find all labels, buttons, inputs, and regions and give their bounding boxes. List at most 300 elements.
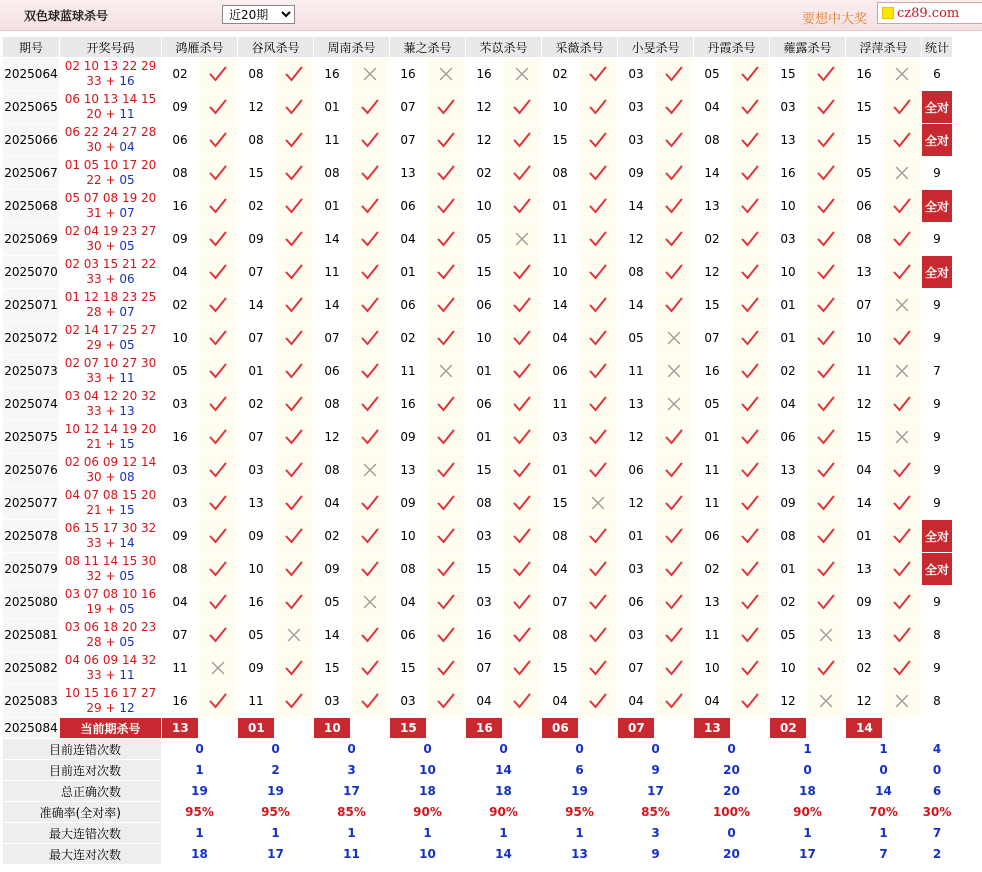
kill-number: 15 (856, 133, 872, 147)
summary-label: 总正确次数 (3, 781, 161, 801)
check-icon (361, 330, 379, 346)
kill-correct (579, 520, 617, 552)
check-icon (361, 561, 379, 577)
kill-number: 09 (248, 529, 264, 543)
kill-number: 03 (628, 133, 644, 147)
kill-number: 15 (552, 661, 568, 675)
col-issue: 期号 (3, 37, 59, 57)
check-icon (361, 627, 379, 643)
current-kill-number: 14 (846, 718, 882, 738)
check-icon (665, 594, 683, 610)
check-icon (741, 528, 759, 544)
kill-number: 10 (704, 661, 720, 675)
kill-correct (199, 190, 237, 222)
check-icon (285, 165, 303, 181)
draw-row (3, 157, 952, 189)
kill-number: 03 (628, 628, 644, 642)
red-balls-line2 (60, 173, 161, 188)
kill-number: 13 (780, 463, 796, 477)
summary-value: 1 (499, 826, 508, 840)
draw-row (3, 586, 952, 618)
red-ball-last: 31 (86, 206, 102, 220)
kill-number: 12 (628, 430, 644, 444)
logo-square-icon (882, 7, 894, 19)
kill-correct (503, 586, 541, 618)
kill-correct (883, 487, 921, 519)
kill-number: 06 (704, 529, 720, 543)
stat-all-correct-badge: 全对 (922, 553, 952, 585)
red-balls-line2 (60, 107, 161, 122)
kill-number: 09 (628, 166, 644, 180)
check-icon (437, 297, 455, 313)
period-select[interactable] (222, 5, 295, 24)
kill-correct (503, 190, 541, 222)
red-balls-line2 (60, 536, 161, 551)
kill-wrong (883, 421, 921, 453)
check-icon (741, 594, 759, 610)
kill-correct (351, 355, 389, 387)
summary-rows (3, 739, 952, 864)
summary-value: 13 (571, 847, 588, 861)
kill-number: 04 (704, 100, 720, 114)
kill-correct (883, 520, 921, 552)
check-icon (817, 495, 835, 511)
kill-number: 08 (324, 166, 340, 180)
summary-value: 1 (195, 826, 204, 840)
blue-ball: 13 (119, 404, 135, 418)
kill-number: 14 (628, 199, 644, 213)
winning-numbers-cell (60, 91, 161, 123)
check-icon (361, 660, 379, 676)
summary-value: 1 (879, 826, 888, 840)
kill-number: 07 (552, 595, 568, 609)
kill-number: 02 (856, 661, 872, 675)
kill-correct (503, 520, 541, 552)
kill-number: 06 (400, 628, 416, 642)
check-icon (361, 528, 379, 544)
check-icon (209, 231, 227, 247)
kill-number: 01 (704, 430, 720, 444)
current-kill-number: 07 (618, 718, 654, 738)
kill-correct (579, 124, 617, 156)
check-icon (817, 660, 835, 676)
check-icon (437, 99, 455, 115)
kill-correct (199, 256, 237, 288)
red-balls-line1: 02 10 13 22 29 (64, 59, 157, 73)
plus-sign: + (101, 107, 120, 121)
winning-numbers-cell (60, 223, 161, 255)
red-balls-line1: 06 22 24 27 28 (64, 125, 157, 139)
plus-sign: + (101, 701, 120, 715)
cross-icon (361, 594, 379, 610)
plus-sign: + (101, 338, 120, 352)
kill-correct (427, 388, 465, 420)
kill-correct (655, 454, 693, 486)
check-icon (817, 363, 835, 379)
blue-ball: 12 (119, 701, 135, 715)
plus-sign: + (101, 305, 120, 319)
check-icon (665, 660, 683, 676)
check-icon (893, 198, 911, 214)
kill-correct (199, 553, 237, 585)
check-icon (513, 495, 531, 511)
kill-correct (883, 388, 921, 420)
check-icon (285, 99, 303, 115)
kill-number: 04 (704, 694, 720, 708)
kill-correct (275, 322, 313, 354)
red-ball-last: 33 (86, 404, 102, 418)
kill-number: 14 (324, 232, 340, 246)
draw-row (3, 388, 952, 420)
kill-number: 03 (476, 529, 492, 543)
kill-correct (503, 256, 541, 288)
kill-number: 11 (856, 364, 872, 378)
stat-count: 9 (933, 496, 941, 510)
stat-all-correct-badge: 全对 (922, 190, 952, 222)
plus-sign: + (101, 272, 120, 286)
red-balls-line2 (60, 602, 161, 617)
kill-number: 12 (780, 694, 796, 708)
kill-number: 10 (552, 100, 568, 114)
check-icon (817, 231, 835, 247)
kill-correct (807, 58, 845, 90)
current-kill-number: 15 (390, 718, 426, 738)
kill-correct (427, 685, 465, 717)
plus-sign: + (101, 668, 120, 682)
kill-number: 16 (172, 199, 188, 213)
cross-icon (893, 297, 911, 313)
check-icon (361, 198, 379, 214)
kill-number: 06 (476, 298, 492, 312)
kill-correct (351, 124, 389, 156)
kill-number: 10 (476, 331, 492, 345)
draw-row (3, 553, 952, 585)
check-icon (361, 495, 379, 511)
cross-icon (893, 66, 911, 82)
stat-count: 9 (933, 397, 941, 411)
kill-number: 13 (248, 496, 264, 510)
kill-correct (731, 58, 769, 90)
kill-wrong (655, 355, 693, 387)
kill-correct (351, 190, 389, 222)
kill-correct (199, 58, 237, 90)
check-icon (589, 528, 607, 544)
kill-correct (731, 685, 769, 717)
red-ball-last: 22 (86, 173, 102, 187)
site-logo[interactable] (877, 2, 982, 24)
plus-sign: + (101, 239, 120, 253)
kill-number: 15 (476, 562, 492, 576)
draw-row (3, 619, 952, 651)
kill-number: 01 (552, 463, 568, 477)
kill-number: 13 (400, 166, 416, 180)
col-killer-9: 浮萍杀号 (846, 37, 921, 57)
kill-number: 16 (704, 364, 720, 378)
kill-number: 16 (172, 430, 188, 444)
summary-value: 1 (347, 826, 356, 840)
kill-number: 01 (324, 199, 340, 213)
kill-correct (503, 322, 541, 354)
draw-rows (3, 58, 952, 717)
kill-correct (579, 190, 617, 222)
check-icon (589, 594, 607, 610)
check-icon (209, 429, 227, 445)
cross-icon (513, 231, 531, 247)
kill-number: 12 (856, 397, 872, 411)
kill-number: 13 (856, 562, 872, 576)
kill-correct (807, 421, 845, 453)
check-icon (665, 231, 683, 247)
current-kill-number: 10 (314, 718, 350, 738)
check-icon (589, 396, 607, 412)
kill-number: 07 (476, 661, 492, 675)
plus-sign: + (101, 206, 120, 220)
kill-number: 15 (476, 265, 492, 279)
check-icon (741, 396, 759, 412)
red-balls-line2 (60, 668, 161, 683)
red-balls-line2 (60, 404, 161, 419)
draw-row (3, 124, 952, 156)
stat-count: 9 (933, 232, 941, 246)
kill-correct (275, 58, 313, 90)
summary-row (3, 781, 952, 801)
kill-correct (199, 520, 237, 552)
kill-number: 05 (856, 166, 872, 180)
kill-number: 16 (476, 67, 492, 81)
check-icon (741, 165, 759, 181)
kill-number: 04 (856, 463, 872, 477)
kill-number: 06 (780, 430, 796, 444)
kill-number: 11 (628, 364, 644, 378)
kill-correct (199, 454, 237, 486)
kill-correct (351, 652, 389, 684)
kill-correct (275, 586, 313, 618)
check-icon (437, 198, 455, 214)
kill-number: 04 (780, 397, 796, 411)
cross-icon (209, 660, 227, 676)
red-balls-line2 (60, 206, 161, 221)
kill-correct (427, 652, 465, 684)
kill-number: 08 (172, 166, 188, 180)
kill-correct (275, 91, 313, 123)
kill-correct (275, 421, 313, 453)
cross-icon (893, 363, 911, 379)
kill-wrong (655, 388, 693, 420)
kill-correct (275, 487, 313, 519)
check-icon (665, 165, 683, 181)
summary-value: 1 (195, 763, 204, 777)
check-icon (513, 660, 531, 676)
red-ball-last: 28 (86, 635, 102, 649)
kill-correct (655, 256, 693, 288)
kill-number: 08 (780, 529, 796, 543)
kill-correct (731, 223, 769, 255)
kill-correct (275, 223, 313, 255)
plus-sign: + (101, 569, 120, 583)
kill-wrong (883, 58, 921, 90)
blue-ball: 05 (119, 173, 135, 187)
kill-correct (427, 322, 465, 354)
kill-number: 05 (704, 67, 720, 81)
kill-number: 02 (780, 364, 796, 378)
check-icon (285, 660, 303, 676)
kill-number: 16 (780, 166, 796, 180)
summary-row (3, 823, 952, 843)
cross-icon (285, 627, 303, 643)
kill-correct (503, 91, 541, 123)
kill-number: 01 (248, 364, 264, 378)
check-icon (589, 363, 607, 379)
kill-number: 03 (628, 67, 644, 81)
red-balls-line1: 10 12 14 19 20 (64, 422, 157, 436)
blue-ball: 14 (119, 536, 135, 550)
kill-number: 10 (172, 331, 188, 345)
current-stat-blank (922, 718, 952, 738)
check-icon (285, 297, 303, 313)
kill-correct (807, 586, 845, 618)
kill-correct (655, 586, 693, 618)
kill-correct (427, 223, 465, 255)
check-icon (589, 231, 607, 247)
red-ball-last: 33 (86, 371, 102, 385)
kill-number: 01 (780, 562, 796, 576)
check-icon (589, 627, 607, 643)
kill-wrong (883, 685, 921, 717)
issue-cell: 2025066 (3, 124, 59, 156)
check-icon (589, 132, 607, 148)
red-balls-line1: 06 10 13 14 15 (64, 92, 157, 106)
check-icon (665, 297, 683, 313)
winning-numbers-cell (60, 652, 161, 684)
kill-number: 04 (400, 232, 416, 246)
red-ball-last: 33 (86, 272, 102, 286)
kill-correct (199, 322, 237, 354)
winning-numbers-cell (60, 619, 161, 651)
kill-number: 03 (248, 463, 264, 477)
kill-correct (427, 586, 465, 618)
red-balls-line1: 08 11 14 15 30 (64, 554, 157, 568)
blue-ball: 16 (119, 74, 135, 88)
slogan-text: 要想中大奖 (802, 12, 868, 27)
red-balls-line1: 02 07 10 27 30 (64, 356, 157, 370)
red-balls-line1: 02 03 15 21 22 (64, 257, 157, 271)
stat-count: 9 (933, 298, 941, 312)
kill-wrong (655, 322, 693, 354)
current-kill-spacer (427, 718, 465, 738)
check-icon (893, 561, 911, 577)
winning-numbers-cell (60, 190, 161, 222)
check-icon (437, 429, 455, 445)
check-icon (513, 264, 531, 280)
red-balls-line2 (60, 305, 161, 320)
summary-value: 7 (879, 847, 888, 861)
summary-label: 最大连错次数 (3, 823, 161, 843)
check-icon (817, 198, 835, 214)
issue-cell: 2025075 (3, 421, 59, 453)
draw-row (3, 652, 952, 684)
current-kill-spacer (199, 718, 237, 738)
blue-ball: 05 (119, 635, 135, 649)
check-icon (665, 198, 683, 214)
kill-number: 01 (552, 199, 568, 213)
kill-correct (351, 421, 389, 453)
kill-number: 10 (856, 331, 872, 345)
check-icon (893, 132, 911, 148)
kill-wrong (883, 289, 921, 321)
kill-number: 03 (780, 100, 796, 114)
page-title: 双色球蓝球杀号 (24, 9, 109, 23)
kill-correct (731, 454, 769, 486)
kill-number: 15 (324, 661, 340, 675)
winning-numbers-cell (60, 586, 161, 618)
check-icon (285, 429, 303, 445)
check-icon (665, 693, 683, 709)
kill-number: 12 (476, 100, 492, 114)
plus-sign: + (101, 602, 120, 616)
summary-value: 6 (575, 763, 584, 777)
summary-value: 0 (932, 763, 942, 777)
summary-value: 9 (651, 763, 660, 777)
cross-icon (361, 66, 379, 82)
check-icon (589, 330, 607, 346)
red-ball-last: 30 (86, 470, 102, 484)
summary-value: 11 (343, 847, 360, 861)
summary-row (3, 739, 952, 759)
kill-correct (275, 355, 313, 387)
check-icon (285, 693, 303, 709)
kill-wrong (807, 619, 845, 651)
kill-correct (655, 421, 693, 453)
kill-number: 08 (552, 628, 568, 642)
kill-number: 05 (780, 628, 796, 642)
kill-number: 08 (324, 463, 340, 477)
issue-cell: 2025069 (3, 223, 59, 255)
check-icon (513, 528, 531, 544)
check-icon (209, 264, 227, 280)
check-icon (209, 495, 227, 511)
check-icon (285, 264, 303, 280)
draw-row (3, 322, 952, 354)
current-kill-number: 01 (238, 718, 274, 738)
kill-wrong (503, 58, 541, 90)
kill-number: 09 (172, 529, 188, 543)
kill-number: 09 (172, 232, 188, 246)
check-icon (741, 66, 759, 82)
kill-correct (731, 124, 769, 156)
kill-correct (427, 190, 465, 222)
check-icon (361, 264, 379, 280)
summary-value: 95% (565, 805, 594, 819)
col-killer-6: 小旻杀号 (618, 37, 693, 57)
kill-correct (199, 487, 237, 519)
check-icon (209, 528, 227, 544)
kill-number: 06 (856, 199, 872, 213)
check-icon (361, 231, 379, 247)
winning-numbers-cell (60, 322, 161, 354)
kill-correct (275, 124, 313, 156)
check-icon (893, 462, 911, 478)
kill-correct (351, 487, 389, 519)
summary-value: 20 (723, 847, 740, 861)
red-ball-last: 21 (86, 503, 102, 517)
kill-correct (807, 289, 845, 321)
check-icon (513, 594, 531, 610)
summary-value: 4 (932, 742, 942, 756)
summary-value: 18 (495, 784, 512, 798)
red-ball-last: 33 (86, 74, 102, 88)
plus-sign: + (101, 536, 120, 550)
summary-value: 0 (423, 742, 432, 756)
